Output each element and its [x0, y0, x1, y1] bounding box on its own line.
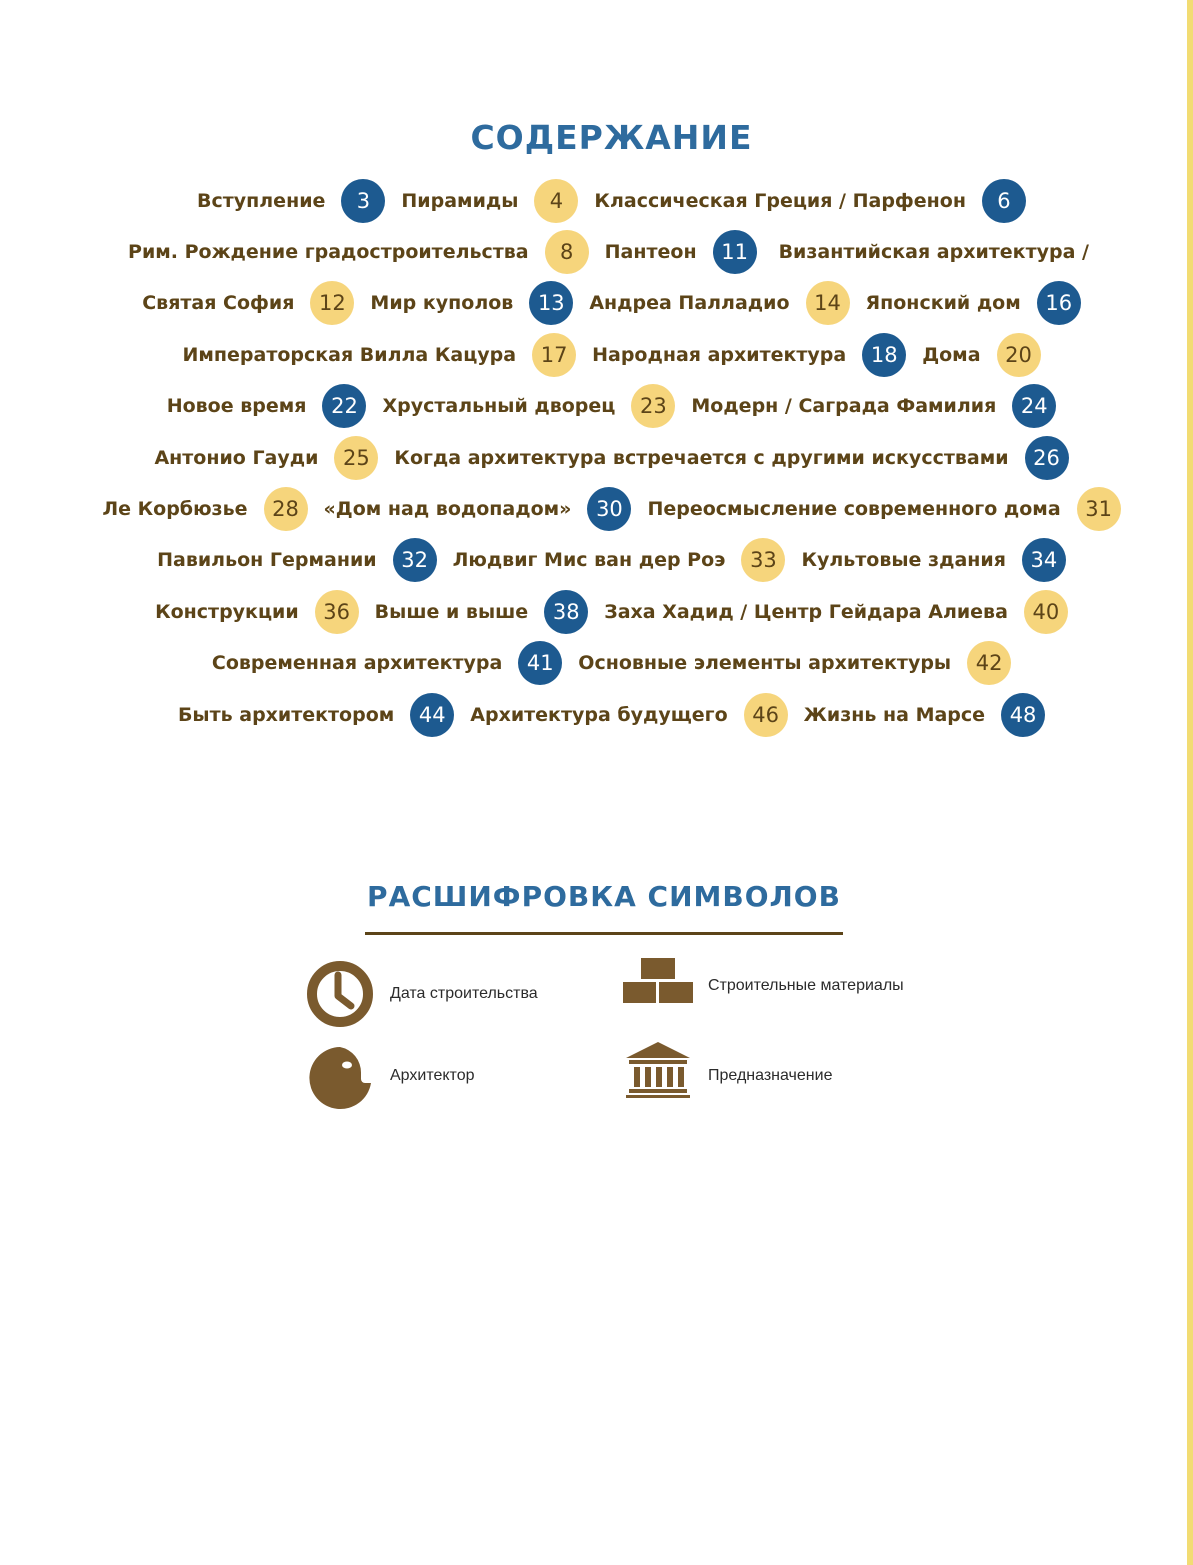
- page-number-badge: 23: [631, 384, 675, 428]
- toc-entry[interactable]: [866, 281, 1081, 325]
- toc-entry[interactable]: [804, 693, 1045, 737]
- page-number-badge: 14: [806, 281, 850, 325]
- toc-entry-title: Вступление: [197, 189, 326, 212]
- legend-label-materials: Строительные материалы: [708, 977, 904, 994]
- toc-entry[interactable]: [128, 230, 589, 274]
- toc-entry-title: Рим. Рождение градостроительства: [128, 241, 529, 264]
- toc-entry-title: Пантеон: [604, 241, 697, 264]
- toc-row: [0, 175, 1193, 226]
- toc-row: [0, 535, 1193, 586]
- toc-entry[interactable]: [589, 281, 849, 325]
- page-number-badge: 46: [744, 693, 788, 737]
- toc-row: [0, 381, 1193, 432]
- toc-entry[interactable]: [394, 436, 1068, 480]
- legend-item-purpose: [622, 1040, 832, 1112]
- toc-entry[interactable]: [178, 693, 454, 737]
- toc-entry-title: Когда архитектура встречается с другими искусствами: [394, 446, 1009, 469]
- toc-entry-title: Андреа Палладио: [589, 292, 790, 315]
- toc-entry-title: Архитектура будущего: [470, 703, 728, 726]
- toc-entry-title: Быть архитектором: [177, 703, 395, 726]
- toc-entry-title: Классическая Греция / Парфенон: [594, 189, 966, 212]
- page-number-badge: 40: [1024, 590, 1068, 634]
- legend-label-architect: Архитектор: [390, 1067, 475, 1084]
- toc-entry[interactable]: [382, 384, 675, 428]
- toc-entry[interactable]: [453, 538, 786, 582]
- toc-entry-title: Конструкции: [155, 600, 299, 623]
- legend-item-materials: [622, 950, 904, 1022]
- toc-entry-title: Культовые здания: [801, 549, 1006, 572]
- toc-entry[interactable]: [592, 333, 906, 377]
- page-number-badge: 44: [410, 693, 454, 737]
- page-number-badge: 24: [1012, 384, 1056, 428]
- page-number-badge: 20: [997, 333, 1041, 377]
- toc-row: [0, 586, 1193, 637]
- toc-row: [0, 689, 1193, 740]
- toc-entry[interactable]: [922, 333, 1040, 377]
- toc-entry[interactable]: [155, 590, 359, 634]
- toc-entry-title: Антонио Гауди: [154, 446, 319, 469]
- legend-divider: [365, 932, 843, 935]
- toc-entry-title: Пирамиды: [401, 189, 519, 212]
- toc-entry-title: Людвиг Мис ван дер Роэ: [452, 549, 726, 572]
- page-number-badge: 22: [322, 384, 366, 428]
- toc-entry-title: Основные элементы архитектуры: [578, 652, 952, 675]
- toc-row: [0, 483, 1193, 534]
- toc-entry-title: Японский дом: [865, 292, 1021, 315]
- page-number-badge: 36: [315, 590, 359, 634]
- toc-entry-title: Византийская архитектура /: [778, 241, 1089, 264]
- legend-label-date: Дата строительства: [390, 985, 538, 1002]
- toc-entry[interactable]: [605, 230, 757, 274]
- toc-entry[interactable]: [167, 384, 367, 428]
- page-number-badge: 3: [341, 179, 385, 223]
- toc-entry[interactable]: [801, 538, 1065, 582]
- page-number-badge: 16: [1037, 281, 1081, 325]
- toc-entry[interactable]: [594, 179, 1026, 223]
- bricks-icon: [622, 950, 694, 1022]
- page-number-badge: 6: [982, 179, 1026, 223]
- legend-item-date: [304, 958, 538, 1030]
- toc-entry[interactable]: [578, 641, 1011, 685]
- toc-title: СОДЕРЖАНИЕ: [470, 118, 753, 157]
- toc-entry-title: Выше и выше: [374, 600, 529, 623]
- page-number-badge: 18: [862, 333, 906, 377]
- page-number-badge: 4: [534, 179, 578, 223]
- building-columns-icon: [622, 1040, 694, 1112]
- toc-entry[interactable]: [197, 179, 385, 223]
- toc-entry-title: Модерн / Саграда Фамилия: [691, 395, 997, 418]
- page-number-badge: 12: [310, 281, 354, 325]
- page-number-badge: 13: [529, 281, 573, 325]
- toc-entry-title: Дома: [922, 343, 981, 366]
- toc-entry[interactable]: [647, 487, 1120, 531]
- toc-entry[interactable]: [157, 538, 436, 582]
- page-number-badge: 48: [1001, 693, 1045, 737]
- toc-entry[interactable]: [773, 241, 1095, 263]
- toc-entry[interactable]: [691, 384, 1056, 428]
- legend-item-architect: [304, 1040, 475, 1112]
- toc-entry[interactable]: [182, 333, 576, 377]
- toc-row: [0, 278, 1193, 329]
- page-number-badge: 42: [967, 641, 1011, 685]
- toc-row: [0, 329, 1193, 380]
- toc-entry-title: Новое время: [166, 395, 307, 418]
- page-number-badge: 30: [587, 487, 631, 531]
- architect-head-icon: [304, 1040, 376, 1112]
- toc-entry-title: Павильон Германии: [157, 549, 377, 572]
- page-number-badge: 32: [393, 538, 437, 582]
- toc-entry[interactable]: [401, 179, 578, 223]
- toc-entry-title: Ле Корбюзье: [102, 498, 248, 521]
- legend-label-purpose: Предназначение: [708, 1067, 833, 1084]
- toc-entry-title: Хрустальный дворец: [382, 395, 616, 418]
- toc-row: [0, 226, 1193, 277]
- toc-entry-title: Народная архитектура: [592, 343, 847, 366]
- toc-entry-title: «Дом над водопадом»: [323, 498, 572, 521]
- toc-entry[interactable]: [470, 693, 787, 737]
- page-number-badge: 38: [544, 590, 588, 634]
- page-number-badge: 8: [545, 230, 589, 274]
- toc-entry[interactable]: [212, 641, 562, 685]
- toc-entry[interactable]: [375, 590, 589, 634]
- toc-entry[interactable]: [324, 487, 632, 531]
- legend-title: РАСШИФРОВКА СИМВОЛОВ: [367, 880, 841, 913]
- page-number-badge: 25: [334, 436, 378, 480]
- page-number-badge: 31: [1077, 487, 1121, 531]
- toc-entry[interactable]: [154, 436, 378, 480]
- page-number-badge: 33: [741, 538, 785, 582]
- toc-entry-title: Переосмысление современного дома: [647, 498, 1061, 521]
- toc-entry[interactable]: [102, 487, 307, 531]
- page-number-badge: 26: [1025, 436, 1069, 480]
- toc-entry-title: Императорская Вилла Кацура: [182, 343, 517, 366]
- page-number-badge: 41: [518, 641, 562, 685]
- toc-entry-title: Современная архитектура: [211, 652, 503, 675]
- toc-entry[interactable]: [142, 281, 354, 325]
- table-of-contents: [0, 175, 1193, 740]
- toc-entry-title: Заха Хадид / Центр Гейдара Алиева: [604, 600, 1008, 623]
- toc-entry[interactable]: [604, 590, 1068, 634]
- toc-entry[interactable]: [370, 281, 573, 325]
- page-number-badge: 34: [1022, 538, 1066, 582]
- toc-entry-title: Мир куполов: [370, 292, 514, 315]
- page-number-badge: 11: [713, 230, 757, 274]
- toc-entry-title: Святая София: [142, 292, 295, 315]
- toc-row: [0, 638, 1193, 689]
- clock-icon: [304, 958, 376, 1030]
- toc-entry-title: Жизнь на Марсе: [803, 703, 986, 726]
- page-number-badge: 17: [532, 333, 576, 377]
- toc-row: [0, 432, 1193, 483]
- page-number-badge: 28: [264, 487, 308, 531]
